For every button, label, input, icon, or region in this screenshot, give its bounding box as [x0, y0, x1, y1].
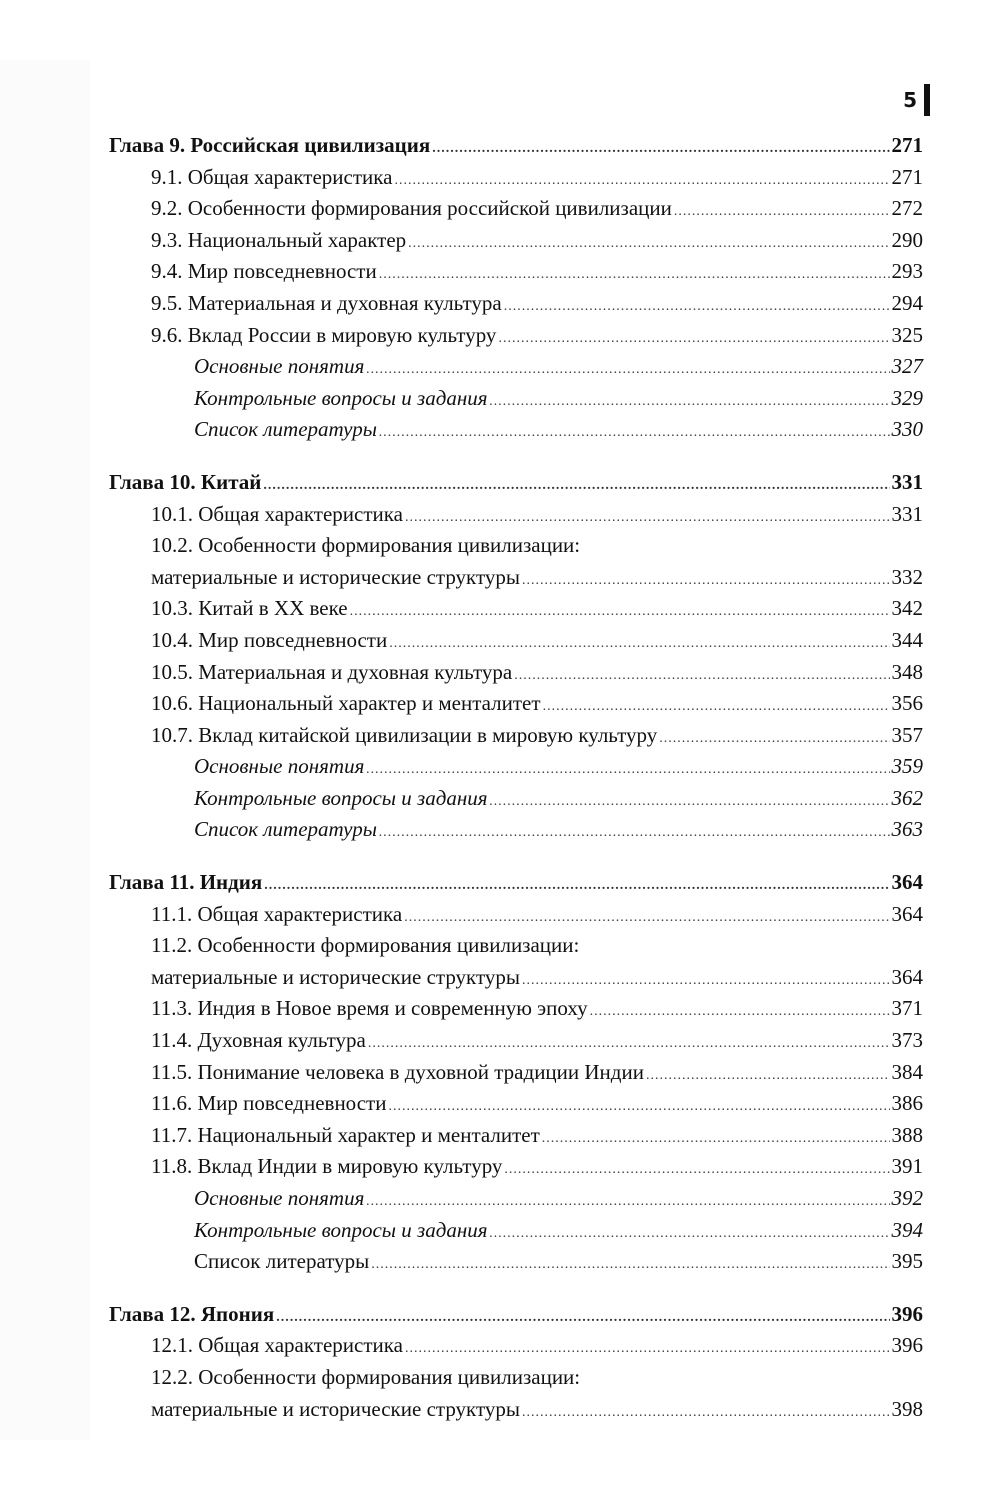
toc-section[interactable] [109, 720, 923, 752]
page-ref: 342 [891, 596, 923, 621]
extra-title: Контрольные вопросы и задания [194, 385, 488, 410]
leader-dots [368, 1028, 890, 1060]
section-title: 10.5. Материальная и духовная культура [151, 659, 513, 684]
page-ref: 331 [891, 469, 923, 494]
chapter-title: Глава 10. Китай [109, 469, 262, 494]
toc-section[interactable] [109, 625, 923, 657]
chapter-title: Глава 9. Российская цивилизация [109, 133, 431, 157]
chapter-gap [109, 1278, 923, 1299]
toc-section[interactable] [109, 225, 923, 257]
toc-section[interactable] [109, 1330, 923, 1362]
leader-dots [264, 870, 889, 902]
extra-title: Основные понятия [194, 754, 365, 779]
toc-section[interactable] [109, 657, 923, 689]
toc-bibliography[interactable] [109, 814, 923, 846]
toc-section[interactable] [109, 930, 923, 962]
page-ref: 356 [891, 691, 923, 716]
page-ref: 271 [891, 133, 923, 157]
toc-section[interactable] [109, 256, 923, 288]
page-ref: 388 [891, 1122, 923, 1147]
page-ref: 391 [891, 1154, 923, 1179]
section-title: 9.2. Особенности формирования российской цивилизации [151, 196, 672, 221]
toc-section[interactable] [109, 1362, 923, 1394]
toc-key-terms[interactable] [109, 751, 923, 783]
section-title: 9.4. Мир повседневности [151, 259, 377, 284]
toc-section[interactable] [109, 162, 923, 194]
page-number-marker [903, 84, 930, 116]
page-ref: 348 [891, 659, 923, 684]
leader-dots [388, 1091, 889, 1123]
leader-dots [394, 165, 889, 197]
page-ref: 386 [891, 1091, 923, 1116]
page-ref: 364 [891, 964, 923, 989]
toc-section[interactable] [109, 1120, 923, 1152]
leader-dots [379, 259, 890, 291]
chapter-gap [109, 846, 923, 867]
section-title: 11.4. Духовная культура [151, 1028, 366, 1053]
page-ref: 271 [891, 164, 923, 189]
toc-bibliography[interactable] [109, 1246, 923, 1278]
page-ref: 395 [891, 1249, 923, 1274]
leader-dots [543, 691, 890, 723]
leader-dots [522, 565, 890, 597]
toc-review-questions[interactable] [109, 1215, 923, 1247]
section-title: 11.8. Вклад Индии в мировую культуру [151, 1154, 503, 1179]
leader-dots [379, 817, 890, 849]
leader-dots [490, 1218, 890, 1250]
page-ref: 294 [891, 290, 923, 315]
leader-dots [408, 228, 889, 260]
section-title: 11.2. Особенности формирования цивилизации: [151, 933, 580, 958]
toc-review-questions[interactable] [109, 783, 923, 815]
toc-section-continuation[interactable] [109, 962, 923, 994]
toc-section[interactable] [109, 688, 923, 720]
section-title: 11.1. Общая характеристика [151, 901, 403, 926]
toc-section[interactable] [109, 1088, 923, 1120]
page-ref: 293 [891, 259, 923, 284]
toc-section[interactable] [109, 993, 923, 1025]
section-title: 11.3. Индия в Новое время и современную эпоху [151, 996, 588, 1021]
section-title: 9.5. Материальная и духовная культура [151, 290, 502, 315]
section-title: 11.6. Мир повседневности [151, 1091, 387, 1116]
toc-key-terms[interactable] [109, 351, 923, 383]
section-title: 10.6. Национальный характер и менталитет [151, 691, 541, 716]
page-ref: 290 [891, 227, 923, 252]
page-ref: 364 [891, 870, 923, 895]
toc-chapter-11[interactable] [109, 867, 923, 899]
toc-section-continuation[interactable] [109, 562, 923, 594]
leader-dots [490, 786, 890, 818]
toc-bibliography[interactable] [109, 414, 923, 446]
page-ref: 364 [891, 901, 923, 926]
leader-dots [659, 723, 889, 755]
page-ref: 359 [891, 754, 923, 779]
toc-section[interactable] [109, 1151, 923, 1183]
toc-section[interactable] [109, 320, 923, 352]
chapter-gap [109, 446, 923, 467]
page-ref: 272 [891, 196, 923, 221]
leader-dots [263, 470, 889, 502]
leader-dots [498, 323, 889, 355]
leader-dots [371, 1249, 889, 1281]
page-ref: 362 [891, 785, 923, 810]
leader-dots [405, 1333, 890, 1365]
leader-dots [350, 596, 890, 628]
section-title: 9.3. Национальный характер [151, 227, 407, 252]
extra-title: Контрольные вопросы и задания [194, 785, 488, 810]
section-title-cont: материальные и исторические структуры [151, 564, 520, 589]
page-ref: 373 [891, 1028, 923, 1053]
leader-dots [514, 660, 889, 692]
toc-section[interactable] [109, 1025, 923, 1057]
leader-dots [504, 1154, 889, 1186]
page-ref: 344 [891, 627, 923, 652]
toc-section[interactable] [109, 593, 923, 625]
extra-title: Контрольные вопросы и задания [194, 1217, 488, 1242]
toc-chapter-9[interactable] [109, 130, 923, 162]
toc-review-questions[interactable] [109, 383, 923, 415]
toc-section[interactable] [109, 1057, 923, 1089]
page-ref: 327 [891, 354, 923, 379]
leader-dots [522, 1397, 890, 1429]
leader-dots [542, 1123, 890, 1155]
section-title: 10.3. Китай в XX веке [151, 596, 348, 621]
leader-dots [522, 965, 890, 997]
section-title-cont: материальные и исторические структуры [151, 964, 520, 989]
section-title: 12.2. Особенности формирования цивилизации: [151, 1364, 581, 1389]
toc-section-continuation[interactable] [109, 1394, 923, 1426]
leader-dots [674, 196, 890, 228]
leader-dots [276, 1302, 889, 1334]
section-title: 9.1. Общая характеристика [151, 164, 393, 189]
leader-dots [405, 502, 890, 534]
extra-title: Список литературы [194, 1249, 370, 1274]
leader-dots [590, 996, 890, 1028]
table-of-contents [109, 130, 923, 1425]
section-title: 12.1. Общая характеристика [151, 1333, 403, 1358]
page-marker-bar [924, 84, 930, 116]
toc-section[interactable] [109, 193, 923, 225]
extra-title: Основные понятия [194, 1186, 365, 1210]
section-title: 10.2. Особенности формирования цивилизации: [151, 533, 581, 558]
page-ref: 357 [891, 722, 923, 747]
page-ref: 330 [891, 417, 923, 442]
leader-dots [389, 628, 889, 660]
leader-dots [366, 754, 889, 786]
chapter-title: Глава 12. Япония [109, 1301, 275, 1326]
leader-dots [490, 386, 890, 418]
leader-dots [366, 1186, 889, 1218]
page-ref: 325 [891, 322, 923, 347]
leader-dots [646, 1060, 890, 1092]
page-ref: 331 [891, 501, 923, 526]
toc-section[interactable] [109, 499, 923, 531]
section-title: 10.7. Вклад китайской цивилизации в мировую культуру [151, 722, 658, 747]
page-ref: 398 [891, 1396, 923, 1421]
page-ref: 394 [891, 1217, 923, 1242]
toc-section[interactable] [109, 899, 923, 931]
section-title: 11.5. Понимание человека в духовной традиции Индии [151, 1059, 644, 1084]
page-ref: 384 [891, 1059, 923, 1084]
leader-dots [404, 902, 889, 934]
page-number: 5 [903, 88, 917, 112]
extra-title: Список литературы [194, 417, 377, 442]
leader-dots [504, 291, 890, 323]
page-ref: 332 [891, 564, 923, 589]
section-title: 10.1. Общая характеристика [151, 501, 403, 526]
scan-shading [0, 60, 90, 1440]
toc-key-terms[interactable] [109, 1183, 923, 1215]
toc-section[interactable] [109, 530, 923, 562]
extra-title: Список литературы [194, 817, 377, 842]
section-title: 11.7. Национальный характер и менталитет [151, 1122, 540, 1147]
toc-chapter-12[interactable] [109, 1299, 923, 1331]
extra-title: Основные понятия [194, 354, 365, 379]
section-title: 9.6. Вклад России в мировую культуру [151, 322, 497, 347]
section-title-cont: материальные и исторические структуры [151, 1396, 520, 1421]
chapter-title: Глава 11. Индия [109, 870, 263, 895]
page-ref: 363 [891, 817, 923, 842]
leader-dots [366, 354, 889, 386]
toc-section[interactable] [109, 288, 923, 320]
page-ref: 371 [891, 996, 923, 1021]
toc-chapter-10[interactable] [109, 467, 923, 499]
leader-dots [432, 133, 889, 165]
page-ref: 392 [891, 1186, 923, 1210]
leader-dots [379, 417, 890, 449]
section-title: 10.4. Мир повседневности [151, 627, 388, 652]
page-ref: 396 [891, 1333, 923, 1358]
page-ref: 396 [891, 1301, 923, 1326]
page-ref: 329 [891, 385, 923, 410]
